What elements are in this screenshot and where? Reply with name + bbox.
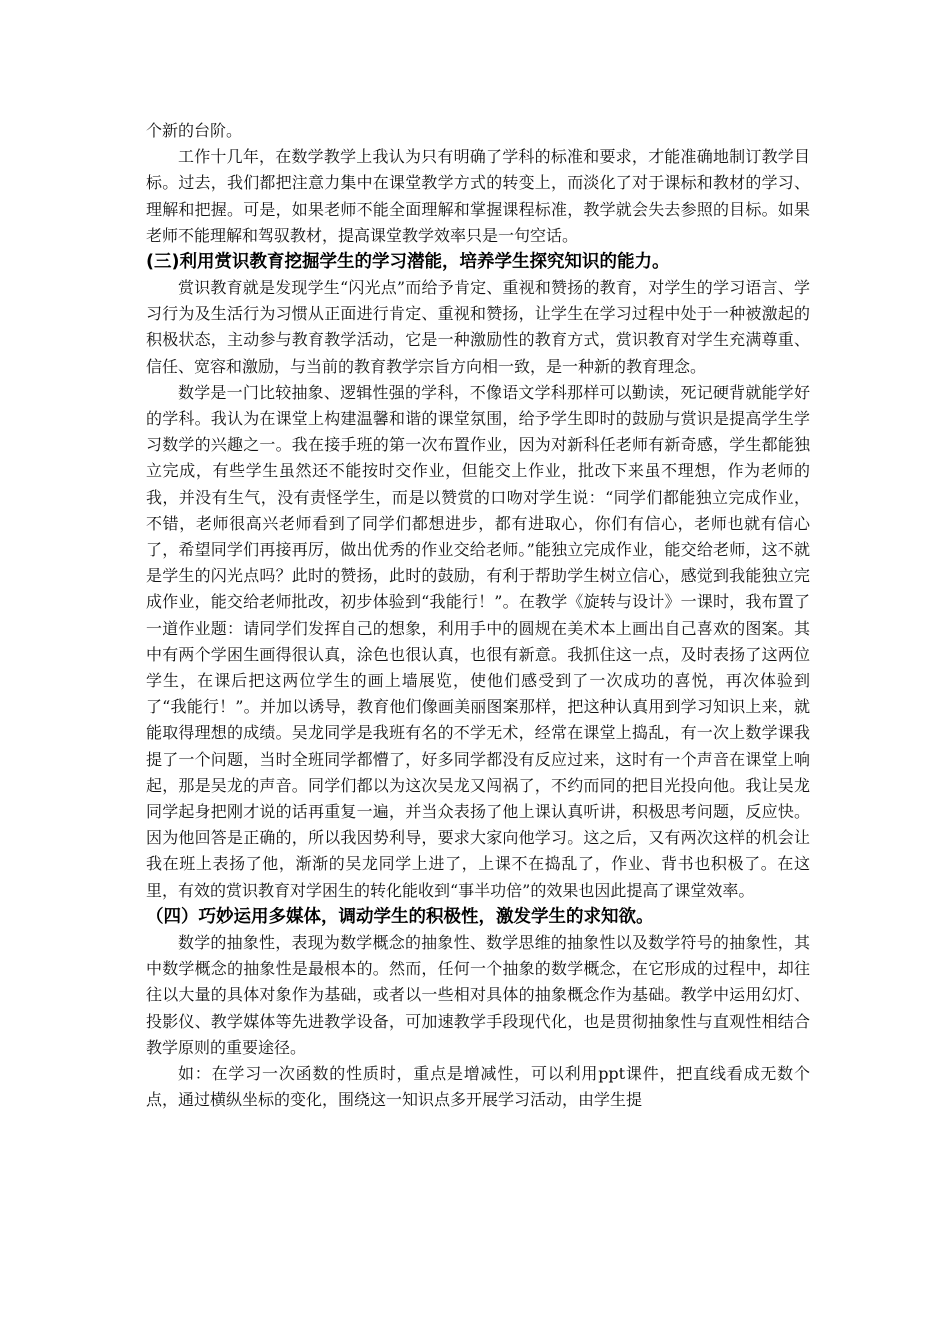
paragraph-curriculum-standards: 工作十几年，在数学教学上我认为只有明确了学科的标准和要求，才能准确地制订教学目标。过去，我们都把注意力集中在课堂教学方式的转变上，而淡化了对于课标和教材的学习、理解和把握。可是，如果老师不能全面理解和掌握课程标准，教学就会失去参照的目标。如果老师不能理解和驾驭教材，提高课堂教学效率只是一句空话。 <box>146 147 810 245</box>
paragraph-appreciation-education: 赏识教育就是发现学生“闪光点”而给予肯定、重视和赞扬的教育，对学生的学习语言、学习行为及生活行为习惯从正面进行肯定、重视和赞扬，让学生在学习过程中处于一种被激起的积极状态，主动参与教育教学活动，它是一种激励性的教育方式，赏识教育对学生充满尊重、信任、宽容和激励，与当前的教育教学宗旨方向相一致，是一种新的教育理念。 <box>146 278 810 376</box>
paragraph-math-encouragement: 数学是一门比较抽象、逻辑性强的学科，不像语文学科那样可以勤读，死记硬背就能学好的学科。我认为在课堂上构建温馨和谐的课堂氛围，给予学生即时的鼓励与赏识是提高学生学习数学的兴趣之一。我在接手班的第一次布置作业，因为对新科任老师有新奇感，学生都能独立完成，有些学生虽然还不能按时交作业，但能交上作业，批改下来虽不理想，作为老师的我，并没有生气，没有责怪学生，而是以赞赏的口吻对学生说：“同学们都能独立完成作业，不错，老师很高兴老师看到了同学们都想进步，都有进取心，你们有信心，老师也就有信心了，希望同学们再接再厉，做出优秀的作业交给老师。”能独立完成作业，能交给老师，这不就是学生的闪光点吗？此时的赞扬，此时的鼓励，有利于帮助学生树立信心，感觉到我能独立完成作业，能交给老师批改，初步体验到“我能行！”。在教学《旋转与设计》一课时，我布置了一道作业题：请同学们发挥自己的想象，利用手中的圆规在美术本上画出自己喜欢的图案。其中有两个学困生画得很认真，涂色也很认真，也很有新意。我抓住这一点，及时表扬了这两位学生，在课后把这两位学生的画上墙展览，使他们感受到了一次成功的喜悦，再次体验到了“我能行！”。并加以诱导，教育他们像画美丽图案那样，把这种认真用到学习知识上来，就能取得理想的成绩。吴龙同学是我班有名的不学无术，经常在课堂上捣乱，有一次上数学课我提了一个问题，当时全班同学都懵了，好多同学都没有反应过来，这时有一个声音在课堂上响起，那是吴龙的声音。同学们都以为这次吴龙又闯祸了，不约而同的把目光投向他。我让吴龙同学起身把刚才说的话再重复一遍，并当众表扬了他上课认真听讲，积极思考问题，反应快。因为他回答是正确的，所以我因势利导，要求大家向他学习。这之后，又有两次这样的机会让我在班上表扬了他，渐渐的吴龙同学上进了，上课不在捣乱了，作业、背书也积极了。在这里，有效的赏识教育对学困生的转化能收到“事半功倍”的效果也因此提高了课堂效率。 <box>146 382 810 900</box>
paragraph-continuation: 个新的台阶。 <box>146 121 243 140</box>
document-page <box>146 118 810 1113</box>
paragraph-linear-function-example: 如：在学习一次函数的性质时，重点是增减性，可以利用ppt课件，把直线看成无数个点，通过横纵坐标的变化，围绕这一知识点多开展学习活动，由学生提 <box>146 1063 810 1110</box>
section-heading-3: (三)利用赏识教育挖掘学生的学习潜能，培养学生探究知识的能力。 <box>146 252 670 273</box>
section-heading-4: （四）巧妙运用多媒体，调动学生的积极性，激发学生的求知欲。 <box>146 906 654 927</box>
paragraph-math-abstraction: 数学的抽象性，表现为数学概念的抽象性、数学思维的抽象性以及数学符号的抽象性，其中数学概念的抽象性是最根本的。然而，任何一个抽象的数学概念，在它形成的过程中，却往往以大量的具体对象作为基础，或者以一些相对具体的抽象概念作为基础。教学中运用幻灯、投影仪、教学媒体等先进教学设备，可加速教学手段现代化，也是贯彻抽象性与直观性相结合教学原则的重要途径。 <box>146 932 810 1057</box>
